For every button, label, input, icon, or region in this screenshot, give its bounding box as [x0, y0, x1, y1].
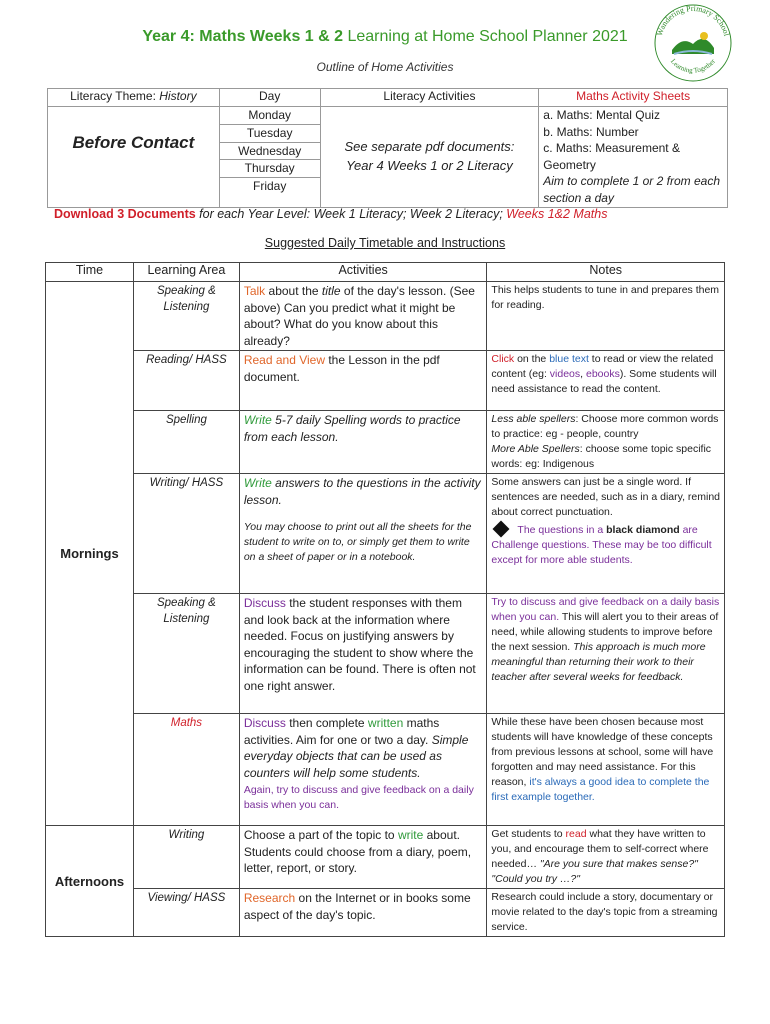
notes-header: Notes: [487, 263, 725, 282]
activity-cell: Write 5-7 daily Spelling words to practice from each lesson.: [239, 411, 487, 474]
activity-cell: Research on the Internet or in books some aspect of the day's topic.: [239, 889, 487, 937]
table-row: [46, 594, 725, 714]
maths-header: Maths Activity Sheets: [539, 89, 728, 107]
note-cell: This helps students to tune in and prepares them for reading.: [487, 282, 725, 351]
activity-cell: Write answers to the questions in the activity lesson. You may choose to print out all the sheets for the student to write on to, or simply get them to write on a sheet of paper or in a notebook.: [239, 474, 487, 594]
note-cell: Some answers can just be a single word. If sentences are needed, such as in a diary, remind about correct punctuation. The questions in a black diamond are Challenge questions. These may be too difficult except for more able students.: [487, 474, 725, 594]
overview-header-row: [48, 89, 728, 107]
note-cell: Get students to read what they have written to you, and encourage them to self-correct where needed… "Are you sure that makes sense?" "Could you try …?": [487, 826, 725, 889]
learning-area: Spelling: [133, 411, 239, 474]
maths-item: b. Maths: Number: [543, 124, 639, 139]
activities-header: Activities: [239, 263, 487, 282]
day-wednesday: Wednesday: [220, 143, 320, 161]
table-row: [46, 714, 725, 826]
theme-title: Before Contact: [72, 133, 195, 152]
page-subtitle: Outline of Home Activities: [316, 60, 454, 74]
overview-table: [47, 88, 728, 208]
title-rest: Learning at Home School Planner 2021: [343, 28, 628, 45]
afternoons-cell: Afternoons: [46, 826, 134, 937]
maths-cell: [539, 107, 728, 208]
day-thursday: Thursday: [220, 160, 320, 178]
maths-item: a. Maths: Mental Quiz: [543, 108, 660, 122]
time-header: Time: [46, 263, 134, 282]
day-monday: Monday: [220, 107, 320, 125]
learning-area: Reading/ HASS: [133, 351, 239, 411]
activity-cell: Talk about the title of the day's lesson. (See above) Can you predict what it might be about? What do you know about this already?: [239, 282, 487, 351]
literacy-line-1: See separate pdf documents:: [344, 139, 515, 154]
activity-cell: Read and View the Lesson in the pdf document.: [239, 351, 487, 411]
logo-text-bottom: Learning Together: [669, 57, 717, 75]
day-friday: Friday: [253, 179, 287, 194]
literacy-header: Literacy Activities: [320, 89, 539, 107]
table-row: [46, 826, 725, 889]
timetable-table: [45, 262, 725, 937]
maths-item: c. Maths: Measurement &: [543, 141, 680, 156]
feedback-tip: Again, try to discuss and give feedback on a daily basis when you can.: [243, 784, 474, 811]
literacy-line-2: Year 4 Weeks 1 or 2 Literacy: [346, 158, 513, 173]
table-row: [46, 351, 725, 411]
days-cell: [219, 107, 320, 208]
maths-item: Geometry: [543, 157, 596, 172]
theme-cell: [48, 107, 220, 208]
black-diamond-icon: [493, 521, 510, 538]
note-cell: Research could include a story, documentary or movie related to the day's topic from a streaming service.: [487, 889, 725, 937]
note-cell: While these have been chosen because most students will have knowledge of these concepts from previous lessons at school, some will have forgotten and may need assistance. For this reason, it's always a good idea to complete the first example together.: [487, 714, 725, 826]
table-row: [46, 889, 725, 937]
table-row: [46, 411, 725, 474]
timetable-title: Suggested Daily Timetable and Instructions: [264, 236, 506, 250]
note-cell: Less able spellers: Choose more common words to practice: eg - people, country More Able Spellers: choose some topic specific words: eg: Indigenous: [487, 411, 725, 474]
download-note: Download 3 Documents for each Year Level: Week 1 Literacy; Week 2 Literacy; Weeks 1&2 Maths: [54, 207, 608, 221]
learning-area: Speaking & Listening: [133, 282, 239, 351]
learning-area: Viewing/ HASS: [133, 889, 239, 937]
table-row: [46, 474, 725, 594]
activity-cell: Choose a part of the topic to write about. Students could choose from a diary, poem, letter, report, or story.: [239, 826, 487, 889]
print-tip: You may choose to print out all the sheets for the student to write on to, or simply get them to write on a sheet of paper or in a notebook.: [243, 521, 472, 563]
note-cell: Try to discuss and give feedback on a daily basis when you can. This will alert you to their areas of need, while allowing students to improve before the next session. This approach is much more meaningful than returning their work to their teacher after several weeks for feedback.: [487, 594, 725, 714]
theme-header: Literacy Theme: History: [48, 89, 220, 107]
learning-area-header: Learning Area: [133, 263, 239, 282]
learning-area: Speaking & Listening: [133, 594, 239, 714]
learning-area: Writing: [133, 826, 239, 889]
activity-cell: Discuss the student responses with them and look back at the information where needed. Focus on justifying answers by encouraging the student to show where the information can be found. There is often not one right answer.: [239, 594, 487, 714]
activity-cell: Discuss then complete written maths activities. Aim for one or two a day. Simple everyday objects that can be used as counters will help some students. Again, try to discuss and give feedback on a daily basis when you can.: [239, 714, 487, 826]
day-tuesday: Tuesday: [220, 125, 320, 143]
mornings-cell: Mornings: [46, 282, 134, 826]
timetable-header-row: [46, 263, 725, 282]
literacy-cell: [320, 107, 539, 208]
note-cell: Click on the blue text to read or view the related content (eg: videos, ebooks). Some students will need assistance to read the content.: [487, 351, 725, 411]
learning-area: Writing/ HASS: [133, 474, 239, 594]
maths-aim: Aim to complete 1 or 2 from each section a day: [543, 174, 720, 205]
title-bold: Year 4: Maths Weeks 1 & 2: [142, 28, 344, 45]
logo-text-top: Wandering Primary School: [654, 3, 732, 37]
day-header: Day: [219, 89, 320, 107]
learning-area: Maths: [133, 714, 239, 826]
table-row: [46, 282, 725, 351]
school-logo: [652, 2, 734, 84]
